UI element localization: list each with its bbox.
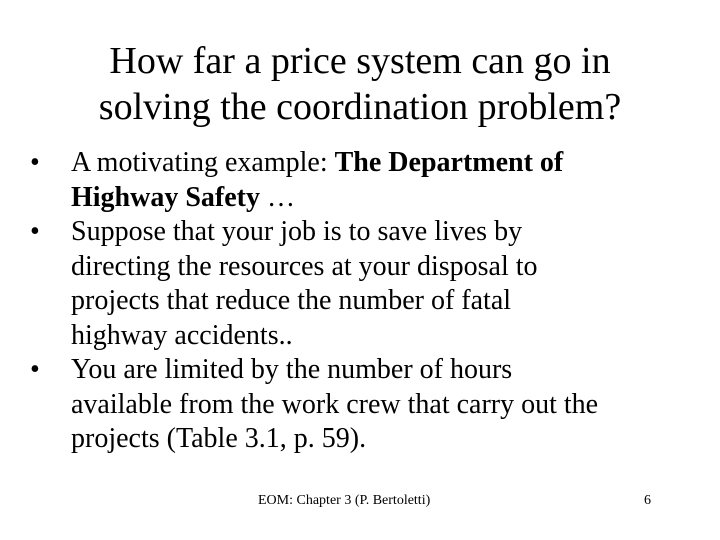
bullet-icon: • bbox=[30, 354, 40, 385]
bullet-line: highway accidents.. bbox=[71, 319, 293, 351]
bullet-line: You are limited by the number of hours bbox=[71, 354, 513, 385]
bullet-bold-text: The Department of bbox=[334, 147, 564, 178]
bullet-line: projects (Table 3.1, p. 59). bbox=[71, 423, 367, 454]
bullet-item bbox=[30, 353, 700, 457]
page-number: 6 bbox=[644, 493, 651, 508]
bullet-item bbox=[30, 215, 700, 353]
bullet-line: available from the work crew that carry out the bbox=[71, 388, 599, 420]
bullet-line bbox=[71, 146, 700, 181]
footer-text: EOM: Chapter 3 (P. Bertoletti) bbox=[258, 493, 431, 508]
slide-title bbox=[60, 38, 660, 130]
bullet-text: … bbox=[260, 181, 295, 213]
bullet-bold-text: Highway Safety bbox=[71, 181, 260, 213]
bullet-line: directing the resources at your disposal to bbox=[71, 250, 538, 282]
bullet-line: projects that reduce the number of fatal bbox=[71, 285, 512, 316]
title-line: How far a price system can go in bbox=[109, 40, 611, 82]
bullet-icon: • bbox=[30, 147, 40, 178]
bullet-list bbox=[30, 146, 700, 457]
bullet-item bbox=[30, 146, 700, 215]
bullet-line bbox=[71, 181, 700, 216]
bullet-icon: • bbox=[30, 216, 40, 247]
bullet-line: Suppose that your job is to save lives by bbox=[71, 216, 523, 247]
bullet-text: A motivating example: bbox=[71, 147, 335, 178]
title-line: solving the coordination problem? bbox=[98, 86, 622, 128]
